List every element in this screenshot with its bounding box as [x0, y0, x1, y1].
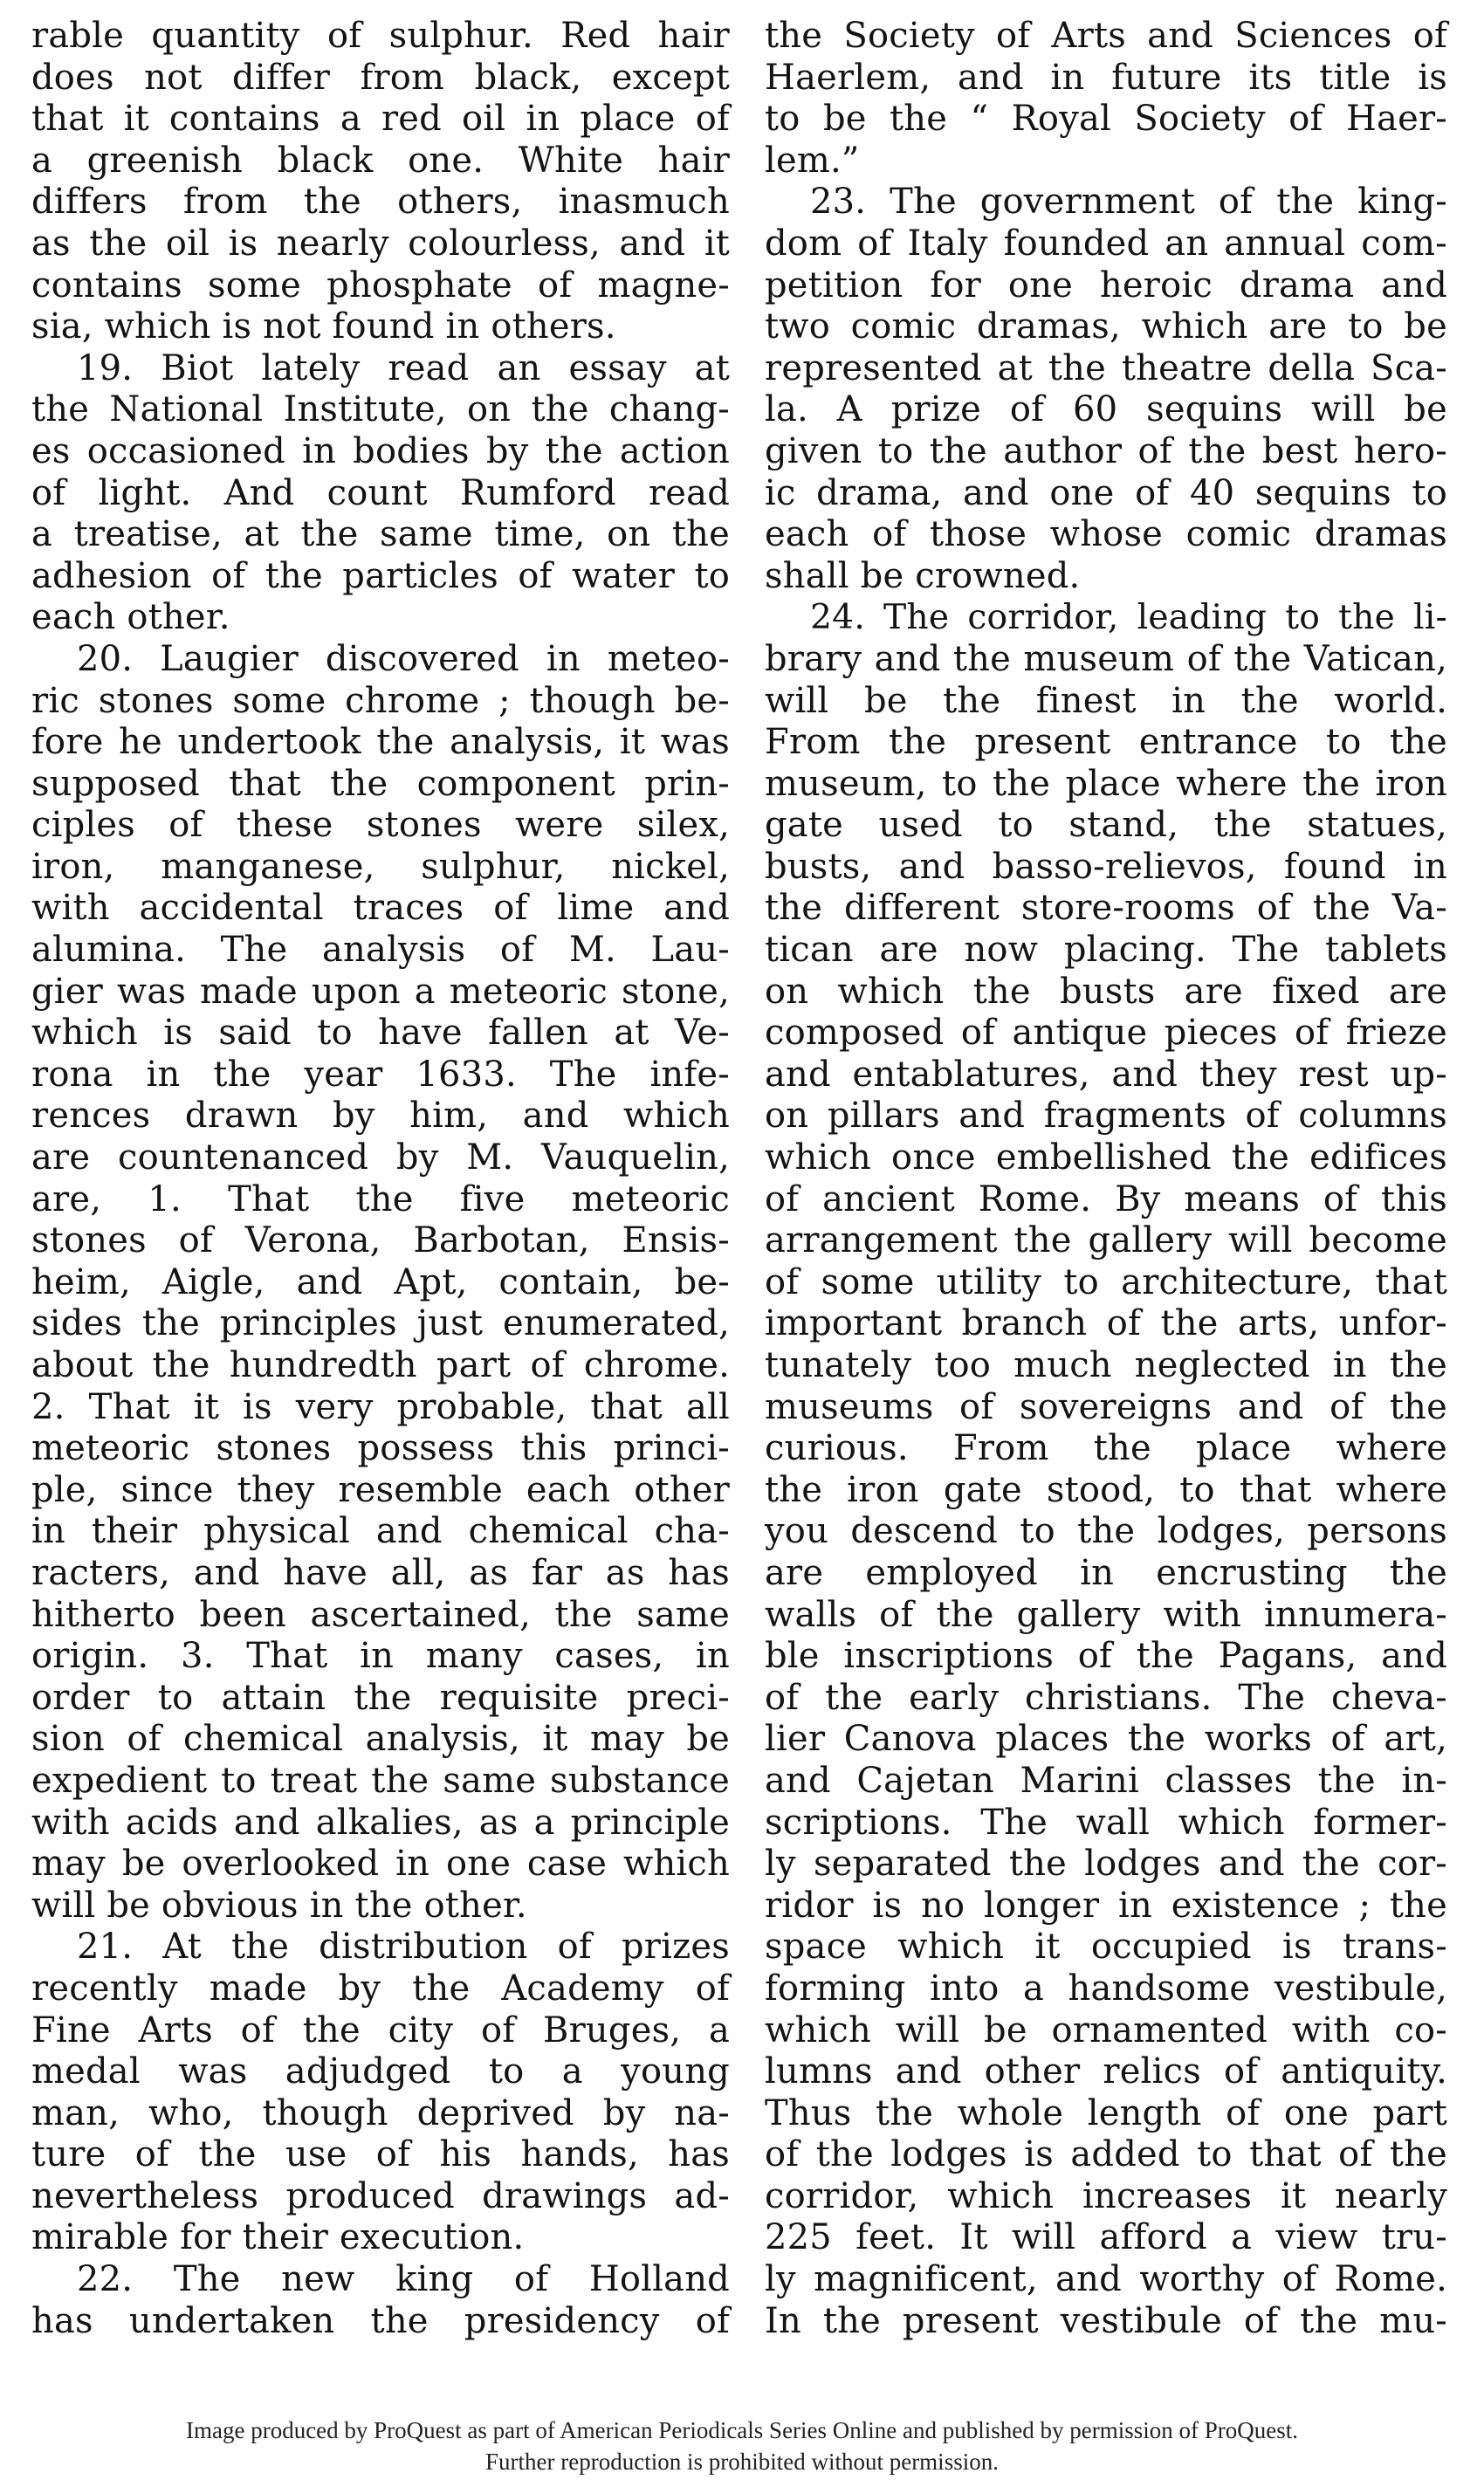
text-line: two comic dramas, which are to be [765, 306, 1447, 347]
text-line: museums of sovereigns and of the [765, 1386, 1447, 1427]
text-line: on pillars and fragments of columns [765, 1096, 1447, 1137]
text-line: does not differ from black, except [31, 57, 730, 98]
text-line: es occasioned in bodies by the action [31, 430, 730, 471]
text-line: arrangement the gallery will become [765, 1220, 1447, 1261]
text-line: iron, manganese, sulphur, nickel, [31, 846, 730, 887]
text-line: of the early christians. The cheva- [765, 1677, 1447, 1718]
text-line: has undertaken the presidency of [31, 2300, 730, 2341]
text-line: Fine Arts of the city of Bruges, a [31, 2009, 730, 2051]
text-line: the iron gate stood, to that where [765, 1469, 1447, 1510]
text-line: la. A prize of 60 sequins will be [765, 389, 1447, 430]
text-line: gier was made upon a meteoric stone, [31, 971, 730, 1012]
text-line: Thus the whole length of one part [765, 2092, 1447, 2133]
text-line: ric stones some chrome ; though be- [31, 680, 730, 721]
text-line: supposed that the component prin- [31, 763, 730, 804]
text-line: rona in the year 1633. The infe- [31, 1054, 730, 1095]
text-line: curious. From the place where [765, 1428, 1447, 1469]
text-line: which once embellished the edifices [765, 1137, 1447, 1178]
footer-line-2: Further reproduction is prohibited without permission. [485, 2449, 999, 2475]
text-line: busts, and basso-relievos, found in [765, 846, 1447, 887]
text-line: order to attain the requisite preci- [31, 1677, 730, 1718]
text-line: Haerlem, and in future its title is [765, 57, 1447, 98]
permission-footer [0, 2415, 1484, 2477]
text-line: a greenish black one. White hair [31, 140, 730, 181]
text-line: mirable for their execution. [31, 2217, 525, 2258]
text-line: contains some phosphate of magne- [31, 264, 730, 306]
text-line: important branch of the arts, unfor- [765, 1303, 1447, 1344]
text-line: alumina. The analysis of M. Lau- [31, 930, 730, 971]
text-line: 20. Laugier discovered in meteo- [77, 638, 730, 679]
text-line: From the present entrance to the [765, 722, 1447, 763]
text-line: lem.” [765, 140, 860, 181]
text-line: in their physical and chemical cha- [31, 1511, 730, 1552]
text-line: tican are now placing. The tablets [765, 930, 1447, 971]
text-line: ple, since they resemble each other [31, 1469, 730, 1510]
text-line: of ancient Rome. By means of this [765, 1178, 1447, 1219]
text-line: forming into a handsome vestibule, [765, 1968, 1447, 2009]
text-line: brary and the museum of the Vatican, [765, 638, 1447, 679]
text-line: expedient to treat the same substance [31, 1760, 730, 1801]
text-line: are countenanced by M. Vauquelin, [31, 1137, 730, 1178]
text-line: a treatise, at the same time, on the [31, 514, 730, 555]
text-line: the Society of Arts and Sciences of [765, 16, 1447, 56]
text-line: differs from the others, inasmuch [31, 182, 730, 223]
text-line: ridor is no longer in existence ; the [765, 1885, 1447, 1926]
text-line: heim, Aigle, and Apt, contain, be- [31, 1261, 730, 1302]
text-line: stones of Verona, Barbotan, Ensis- [31, 1220, 730, 1261]
text-line: ble inscriptions of the Pagans, and [765, 1636, 1447, 1677]
text-line: adhesion of the particles of water to [31, 555, 730, 596]
text-line: 24. The corridor, leading to the li- [810, 598, 1447, 638]
text-line: petition for one heroic drama and [765, 264, 1447, 306]
text-line: walls of the gallery with innumera- [765, 1594, 1447, 1635]
text-line: of light. And count Rumford read [31, 472, 730, 513]
text-line: ture of the use of his hands, has [31, 2134, 730, 2175]
text-line: to be the “ Royal Society of Haer- [765, 99, 1447, 140]
text-line: that it contains a red oil in place of [31, 99, 730, 140]
text-line: sides the principles just enumerated, [31, 1303, 730, 1344]
text-line: racters, and have all, as far as has [31, 1552, 730, 1593]
text-line: the different store-rooms of the Va- [765, 888, 1447, 929]
text-line: sion of chemical analysis, it may be [31, 1719, 730, 1760]
text-line: corridor, which increases it nearly [765, 2175, 1447, 2216]
text-line: 23. The government of the king- [810, 182, 1447, 223]
text-line: origin. 3. That in many cases, in [31, 1636, 730, 1677]
text-line: sia, which is not found in others. [31, 306, 616, 347]
text-line: with acids and alkalies, as a principle [31, 1802, 730, 1843]
text-line: which is said to have fallen at Ve- [31, 1013, 730, 1054]
text-line: ly separated the lodges and the cor- [765, 1844, 1447, 1885]
text-line: 22. The new king of Holland [77, 2259, 730, 2300]
text-line: as the oil is nearly colourless, and it [31, 223, 730, 264]
right-text-column [765, 16, 1447, 2342]
left-text-column [31, 16, 730, 2342]
text-line: 19. Biot lately read an essay at [77, 347, 730, 388]
text-line: 225 feet. It will afford a view tru- [765, 2217, 1447, 2258]
text-line: represented at the theatre della Sca- [765, 347, 1447, 388]
text-line: may be overlooked in one case which [31, 1844, 730, 1885]
text-line: about the hundredth part of chrome. [31, 1345, 730, 1385]
footer-line-1: Image produced by ProQuest as part of American Periodicals Series Online and published by permission of ProQuest. [186, 2417, 1298, 2443]
text-line: you descend to the lodges, persons [765, 1511, 1447, 1552]
text-line: fore he undertook the analysis, it was [31, 722, 730, 763]
text-line: and entablatures, and they rest up- [765, 1054, 1447, 1095]
text-line: of the lodges is added to that of the [765, 2134, 1447, 2175]
text-line: on which the busts are fixed are [765, 971, 1447, 1012]
text-line: medal was adjudged to a young [31, 2051, 730, 2092]
text-line: with accidental traces of lime and [31, 888, 730, 929]
text-line: museum, to the place where the iron [765, 763, 1447, 804]
text-line: nevertheless produced drawings ad- [31, 2175, 730, 2216]
text-line: 21. At the distribution of prizes [77, 1927, 730, 1968]
text-line: scriptions. The wall which former- [765, 1802, 1447, 1843]
text-line: rable quantity of sulphur. Red hair [31, 16, 730, 56]
text-line: lumns and other relics of antiquity. [765, 2051, 1447, 2092]
text-line: recently made by the Academy of [31, 1968, 730, 2009]
text-line: the National Institute, on the chang- [31, 389, 730, 430]
text-line: man, who, though deprived by na- [31, 2092, 730, 2133]
text-line: gate used to stand, the statues, [765, 805, 1447, 846]
text-line: shall be crowned. [765, 555, 1081, 596]
text-line: ly magnificent, and worthy of Rome. [765, 2259, 1447, 2300]
text-line: In the present vestibule of the mu- [765, 2300, 1447, 2341]
text-line: lier Canova places the works of art, [765, 1719, 1447, 1760]
text-line: ciples of these stones were silex, [31, 805, 730, 846]
text-line: meteoric stones possess this princi- [31, 1428, 730, 1469]
text-line: 2. That it is very probable, that all [31, 1386, 730, 1427]
text-line: dom of Italy founded an annual com- [765, 223, 1447, 264]
text-line: which will be ornamented with co- [765, 2009, 1447, 2051]
text-line: each of those whose comic dramas [765, 514, 1447, 555]
text-line: will be the finest in the world. [765, 680, 1447, 721]
text-line: given to the author of the best hero- [765, 430, 1447, 471]
text-line: composed of antique pieces of frieze [765, 1013, 1447, 1054]
text-line: are, 1. That the five meteoric [31, 1178, 730, 1219]
text-line: tunately too much neglected in the [765, 1345, 1447, 1385]
text-line: hitherto been ascertained, the same [31, 1594, 730, 1635]
text-line: are employed in encrusting the [765, 1552, 1447, 1593]
text-line: each other. [31, 597, 230, 638]
text-line: ic drama, and one of 40 sequins to [765, 472, 1447, 513]
text-line: will be obvious in the other. [31, 1885, 527, 1926]
text-line: of some utility to architecture, that [765, 1261, 1447, 1302]
text-line: rences drawn by him, and which [31, 1096, 730, 1137]
text-line: space which it occupied is trans- [765, 1927, 1447, 1968]
text-line: and Cajetan Marini classes the in- [765, 1760, 1447, 1801]
